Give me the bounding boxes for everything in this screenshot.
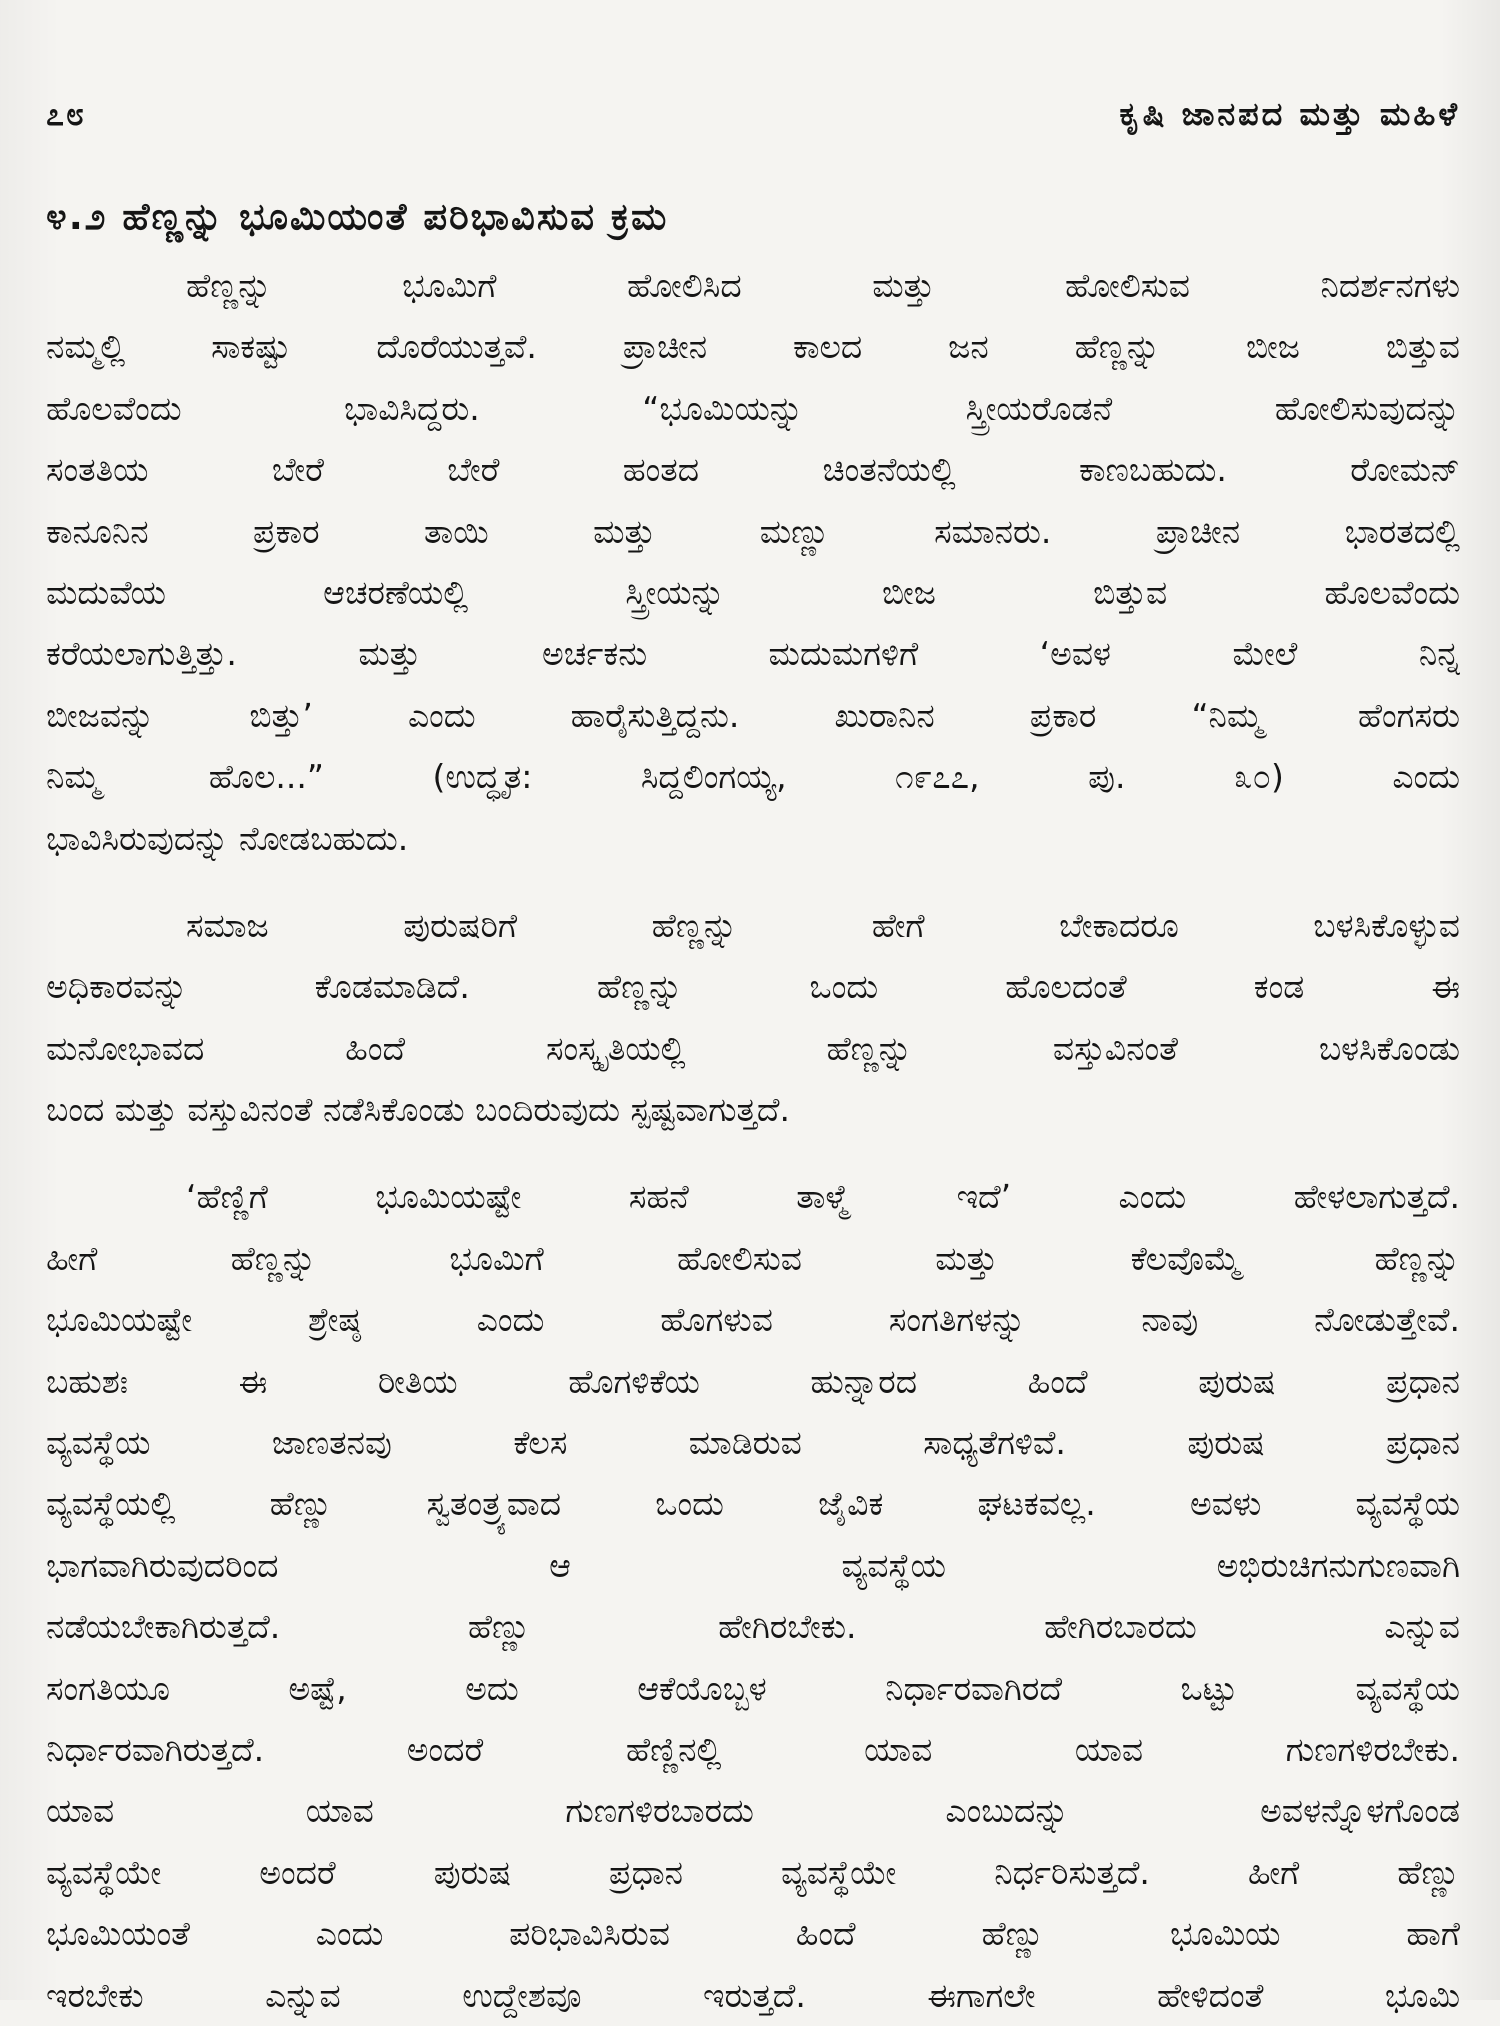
text-line: ಮದುವೆಯ ಆಚರಣೆಯಲ್ಲಿ ಸ್ತ್ರೀಯನ್ನು ಬೀಜ ಬಿತ್ತುವ ಹೊಲವೆಂದು [46, 572, 1460, 612]
text-line: ಭಾವಿಸಿರುವುದನ್ನು ನೋಡಬಹುದು. [46, 818, 409, 858]
page-header [46, 95, 1460, 155]
text-line: ಹೊಲವೆಂದು ಭಾವಿಸಿದ್ದರು. “ಭೂಮಿಯನ್ನು ಸ್ತ್ರೀಯರೊಡನೆ ಹೋಲಿಸುವುದನ್ನು [46, 388, 1460, 428]
text-line: ಮನೋಭಾವದ ಹಿಂದೆ ಸಂಸ್ಕೃತಿಯಲ್ಲಿ ಹೆಣ್ಣನ್ನು ವಸ್ತುವಿನಂತೆ ಬಳಸಿಕೊಂಡು [46, 1028, 1460, 1068]
text-line: ಭಾಗವಾಗಿರುವುದರಿಂದ ಆ ವ್ಯವಸ್ಥೆಯ ಅಭಿರುಚಿಗನುಗುಣವಾಗಿ [46, 1545, 1460, 1585]
paragraph [46, 1166, 1460, 2025]
paragraph [46, 255, 1460, 869]
text-line: ಸಂಗತಿಯೂ ಅಷ್ಟೆ, ಅದು ಆಕೆಯೊಬ್ಬಳ ನಿರ್ಧಾರವಾಗಿರದೆ ಒಟ್ಟು ವ್ಯವಸ್ಥೆಯ [46, 1668, 1460, 1708]
running-title: ಕೃಷಿ ಜಾನಪದ ಮತ್ತು ಮಹಿಳೆ [1119, 95, 1460, 133]
text-line: ಬಂದ ಮತ್ತು ವಸ್ತುವಿನಂತೆ ನಡೆಸಿಕೊಂಡು ಬಂದಿರುವುದು ಸ್ಪಷ್ಟವಾಗುತ್ತದೆ. [46, 1090, 790, 1130]
page-number: ೭೮ [46, 95, 86, 133]
text-line: ಹೆಣ್ಣನ್ನು ಭೂಮಿಗೆ ಹೋಲಿಸಿದ ಮತ್ತು ಹೋಲಿಸುವ ನಿದರ್ಶನಗಳು [186, 266, 1460, 305]
text-line: ವ್ಯವಸ್ಥೆಯೇ ಅಂದರೆ ಪುರುಷ ಪ್ರಧಾನ ವ್ಯವಸ್ಥೆಯೇ ನಿರ್ಧರಿಸುತ್ತದೆ. ಹೀಗೆ ಹೆಣ್ಣು [46, 1852, 1460, 1892]
text-line: ಸಂತತಿಯ ಬೇರೆ ಬೇರೆ ಹಂತದ ಚಿಂತನೆಯಲ್ಲಿ ಕಾಣಬಹುದು. ರೋಮನ್ [46, 450, 1460, 490]
text-line: ಹೀಗೆ ಹೆಣ್ಣನ್ನು ಭೂಮಿಗೆ ಹೋಲಿಸುವ ಮತ್ತು ಕೆಲವೊಮ್ಮೆ ಹೆಣ್ಣನ್ನು [46, 1238, 1460, 1278]
text-line: ಭೂಮಿಯಷ್ಟೇ ಶ್ರೇಷ್ಠ ಎಂದು ಹೊಗಳುವ ಸಂಗತಿಗಳನ್ನು ನಾವು ನೋಡುತ್ತೇವೆ. [46, 1300, 1460, 1340]
text-line: ನಮ್ಮಲ್ಲಿ ಸಾಕಷ್ಟು ದೊರೆಯುತ್ತವೆ. ಪ್ರಾಚೀನ ಕಾಲದ ಜನ ಹೆಣ್ಣನ್ನು ಬೀಜ ಬಿತ್ತುವ [46, 327, 1460, 367]
text-line: ನಡೆಯಬೇಕಾಗಿರುತ್ತದೆ. ಹೆಣ್ಣು ಹೇಗಿರಬೇಕು. ಹೇಗಿರಬಾರದು ಎನ್ನುವ [46, 1607, 1460, 1647]
text-line: ವ್ಯವಸ್ಥೆಯ ಜಾಣತನವು ಕೆಲಸ ಮಾಡಿರುವ ಸಾಧ್ಯತೆಗಳಿವೆ. ಪುರುಷ ಪ್ರಧಾನ [46, 1423, 1460, 1463]
text-line: ಕರೆಯಲಾಗುತ್ತಿತ್ತು. ಮತ್ತು ಅರ್ಚಕನು ಮದುಮಗಳಿಗೆ ‘ಅವಳ ಮೇಲೆ ನಿನ್ನ [46, 634, 1460, 674]
text-line: ಬಹುಶಃ ಈ ರೀತಿಯ ಹೊಗಳಿಕೆಯ ಹುನ್ನಾರದ ಹಿಂದೆ ಪುರುಷ ಪ್ರಧಾನ [46, 1361, 1460, 1401]
paragraph [46, 895, 1460, 1141]
text-line: ಅಧಿಕಾರವನ್ನು ಕೊಡಮಾಡಿದೆ. ಹೆಣ್ಣನ್ನು ಒಂದು ಹೊಲದಂತೆ ಕಂಡ ಈ [46, 967, 1460, 1007]
text-line: ಬೀಜವನ್ನು ಬಿತ್ತು’ ಎಂದು ಹಾರೈಸುತ್ತಿದ್ದನು. ಖುರಾನಿನ ಪ್ರಕಾರ “ನಿಮ್ಮ ಹೆಂಗಸರು [46, 695, 1460, 735]
text-line: ಸಮಾಜ ಪುರುಷರಿಗೆ ಹೆಣ್ಣನ್ನು ಹೇಗೆ ಬೇಕಾದರೂ ಬಳಸಿಕೊಳ್ಳುವ [186, 905, 1460, 945]
text-line: ವ್ಯವಸ್ಥೆಯಲ್ಲಿ ಹೆಣ್ಣು ಸ್ವತಂತ್ರ್ಯವಾದ ಒಂದು ಜೈವಿಕ ಘಟಕವಲ್ಲ. ಅವಳು ವ್ಯವಸ್ಥೆಯ [46, 1484, 1460, 1524]
text-line: ಭೂಮಿಯಂತೆ ಎಂದು ಪರಿಭಾವಿಸಿರುವ ಹಿಂದೆ ಹೆಣ್ಣು ಭೂಮಿಯ ಹಾಗೆ [46, 1914, 1460, 1954]
text-line: ಇರಬೇಕು ಎನ್ನುವ ಉದ್ದೇಶವೂ ಇರುತ್ತದೆ. ಈಗಾಗಲೇ ಹೇಳಿದಂತೆ ಭೂಮಿ [46, 1975, 1460, 2015]
text-line: ‘ಹೆಣ್ಣಿಗೆ ಭೂಮಿಯಷ್ಟೇ ಸಹನೆ ತಾಳ್ಮೆ ಇದೆ’ ಎಂದು ಹೇಳಲಾಗುತ್ತದೆ. [186, 1177, 1460, 1217]
text-line: ನಿಮ್ಮ ಹೊಲ...” (ಉದ್ಧೃತ: ಸಿದ್ದಲಿಂಗಯ್ಯ, ೧೯೭೭, ಪು. ೩೦) ಎಂದು [46, 757, 1460, 797]
text-line: ಯಾವ ಯಾವ ಗುಣಗಳಿರಬಾರದು ಎಂಬುದನ್ನು ಅವಳನ್ನೊಳಗೊಂಡ [46, 1791, 1460, 1831]
text-line: ಕಾನೂನಿನ ಪ್ರಕಾರ ತಾಯಿ ಮತ್ತು ಮಣ್ಣು ಸಮಾನರು. ಪ್ರಾಚೀನ ಭಾರತದಲ್ಲಿ [46, 511, 1460, 551]
section-title: ೪.೨ ಹೆಣ್ಣನ್ನು ಭೂಮಿಯಂತೆ ಪರಿಭಾವಿಸುವ ಕ್ರಮ [46, 195, 669, 238]
text-line: ನಿರ್ಧಾರವಾಗಿರುತ್ತದೆ. ಅಂದರೆ ಹೆಣ್ಣಿನಲ್ಲಿ ಯಾವ ಯಾವ ಗುಣಗಳಿರಬೇಕು. [46, 1729, 1460, 1769]
